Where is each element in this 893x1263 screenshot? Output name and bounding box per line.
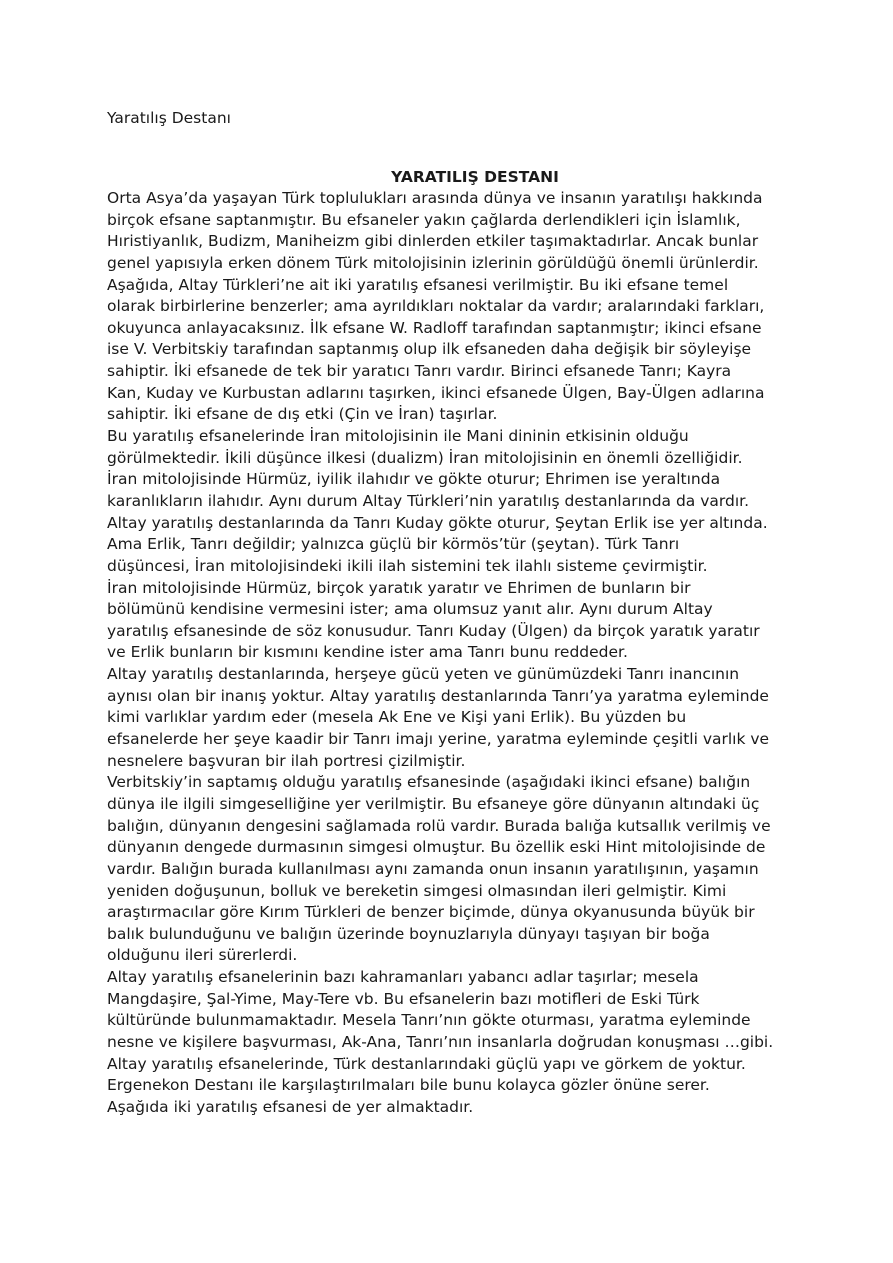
text-line: sahiptir. İki efsane de dış etki (Çin ve İran) taşırlar. bbox=[107, 405, 498, 424]
text-line: birçok efsane saptanmıştır. Bu efsaneler yakın çağlarda derlendikleri için İslamlık, bbox=[107, 210, 741, 229]
text-line: Altay yaratılış efsanelerinde, Türk destanlarındaki güçlü yapı ve görkem de yoktur. bbox=[107, 1054, 746, 1073]
text-line: dünya ile ilgili simgeselliğine yer verilmiştir. Bu efsaneye göre dünyanın altındaki üç bbox=[107, 794, 760, 813]
text-line: okuyunca anlayacaksınız. İlk efsane W. Radloff tarafından saptanmıştır; ikinci efsane bbox=[107, 318, 762, 337]
text-line: genel yapısıyla erken dönem Türk mitolojisinin izlerinin görüldüğü önemli ürünlerdir. bbox=[107, 253, 759, 272]
text-line: Altay yaratılış efsanelerinin bazı kahramanları yabancı adlar taşırlar; mesela bbox=[107, 968, 699, 987]
text-line: Altay yaratılış destanlarında, herşeye gücü yeten ve günümüzdeki Tanrı inancının bbox=[107, 665, 740, 684]
text-line: yeniden doğuşunun, bolluk ve bereketin simgesi olmasından ileri gelmiştir. Kimi bbox=[107, 881, 727, 900]
text-line: Aşağıda, Altay Türkleri’ne ait iki yaratılış efsanesi verilmiştir. Bu iki efsane temel bbox=[107, 275, 729, 294]
document-title: YARATILIŞ DESTANI bbox=[391, 168, 559, 186]
document-header: Yaratılış Destanı bbox=[107, 109, 231, 127]
document-body bbox=[107, 166, 797, 1119]
text-line: görülmektedir. İkili düşünce ilkesi (dualizm) İran mitolojisinin en önemli özelliğidir. bbox=[107, 448, 743, 467]
text-line: olarak birbirlerine benzerler; ama ayrıldıkları noktalar da vardır; aralarındaki farkları, bbox=[107, 297, 765, 316]
document-text-lines bbox=[107, 188, 797, 1119]
text-line: ise V. Verbitskiy tarafından saptanmış olup ilk efsaneden daha değişik bir söyleyişe bbox=[107, 340, 752, 359]
text-line: Mangdaşire, Şal-Yime, May-Tere vb. Bu efsanelerin bazı motifleri de Eski Türk bbox=[107, 989, 700, 1008]
text-line: İran mitolojisinde Hürmüz, birçok yaratık yaratır ve Ehrimen de bunların bir bbox=[107, 578, 691, 597]
text-line: Ama Erlik, Tanrı değildir; yalnızca güçlü bir körmös’tür (şeytan). Türk Tanrı bbox=[107, 535, 680, 554]
text-line: ve Erlik bunların bir kısmını kendine ister ama Tanrı bunu reddeder. bbox=[107, 643, 628, 662]
text-line: Verbitskiy’in saptamış olduğu yaratılış efsanesinde (aşağıdaki ikinci efsane) balığın bbox=[107, 773, 751, 792]
text-line: karanlıkların ilahıdır. Aynı durum Altay Türkleri’nin yaratılış destanlarında da vardır. bbox=[107, 491, 750, 510]
text-line: balığın, dünyanın dengesini sağlamada rolü vardır. Burada balığa kutsallık verilmiş ve bbox=[107, 816, 771, 835]
text-line: aynısı olan bir inanış yoktur. Altay yaratılış destanlarında Tanrı’ya yaratma eyleminde bbox=[107, 686, 769, 705]
text-line: Aşağıda iki yaratılış efsanesi de yer almaktadır. bbox=[107, 1097, 474, 1116]
text-line: Kan, Kuday ve Kurbustan adlarını taşırken, ikinci efsanede Ülgen, Bay-Ülgen adlarına bbox=[107, 383, 765, 402]
text-line: vardır. Balığın burada kullanılması aynı zamanda onun insanın yaratılışının, yaşamın bbox=[107, 859, 759, 878]
text-line: kimi varlıklar yardım eder (mesela Ak Ene ve Kişi yani Erlik). Bu yüzden bu bbox=[107, 708, 687, 727]
text-line: Altay yaratılış destanlarında da Tanrı Kuday gökte oturur, Şeytan Erlik ise yer altında. bbox=[107, 513, 768, 532]
text-line: nesne ve kişilere başvurması, Ak-Ana, Tanrı’nın insanlarla doğrudan konuşması …gibi. bbox=[107, 1032, 774, 1051]
text-line: olduğunu ileri sürerlerdi. bbox=[107, 946, 298, 965]
text-line: efsanelerde her şeye kaadir bir Tanrı imajı yerine, yaratma eyleminde çeşitli varlık ve bbox=[107, 730, 770, 749]
text-line: araştırmacılar göre Kırım Türkleri de benzer biçimde, dünya okyanusunda büyük bir bbox=[107, 903, 755, 922]
text-line: nesnelere başvuran bir ilah portresi çizilmiştir. bbox=[107, 751, 466, 770]
text-line: dünyanın dengede durmasının simgesi olmuştur. Bu özellik eski Hint mitolojisinde de bbox=[107, 838, 766, 857]
text-line: bölümünü kendisine vermesini ister; ama olumsuz yanıt alır. Aynı durum Altay bbox=[107, 600, 713, 619]
text-line: İran mitolojisinde Hürmüz, iyilik ilahıdır ve gökte oturur; Ehrimen ise yeraltında bbox=[107, 470, 721, 489]
text-line: yaratılış efsanesinde de söz konusudur. Tanrı Kuday (Ülgen) da birçok yaratık yaratır bbox=[107, 621, 760, 640]
text-line: düşüncesi, İran mitolojisindeki ikili ilah sistemini tek ilahlı sisteme çevirmiştir. bbox=[107, 556, 708, 575]
text-line: Ergenekon Destanı ile karşılaştırılmaları bile bunu kolayca gözler önüne serer. bbox=[107, 1076, 710, 1095]
text-line: Orta Asya’da yaşayan Türk toplulukları arasında dünya ve insanın yaratılışı hakkında bbox=[107, 189, 763, 207]
text-line: balık bulunduğunu ve balığın üzerinde boynuzlarıyla dünyayı taşıyan bir boğa bbox=[107, 924, 710, 943]
text-line: Bu yaratılış efsanelerinde İran mitolojisinin ile Mani dininin etkisinin olduğu bbox=[107, 427, 689, 446]
text-line: kültüründe bulunmamaktadır. Mesela Tanrı’nın gökte oturması, yaratma eyleminde bbox=[107, 1011, 751, 1030]
text-line: sahiptir. İki efsanede de tek bir yaratıcı Tanrı vardır. Birinci efsanede Tanrı; Kayra bbox=[107, 362, 732, 381]
text-line: Hıristiyanlık, Budizm, Maniheizm gibi dinlerden etkiler taşımaktadırlar. Ancak bunlar bbox=[107, 232, 759, 251]
